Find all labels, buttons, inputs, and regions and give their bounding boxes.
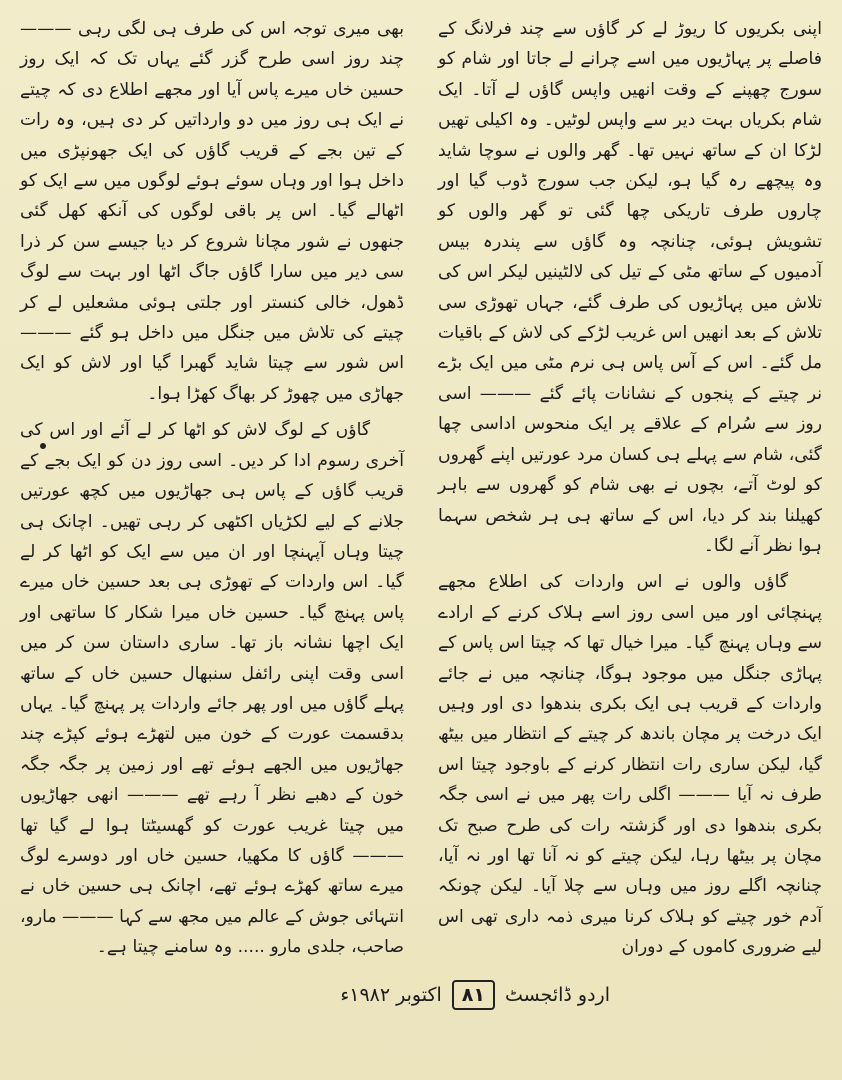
paragraph: بھی میری توجہ اس کی طرف ہی لگی رہی ——— چند روز اسی طرح گزر گئے یہاں تک کہ ایک روز حسین خاں میرے پاس آیا اور مجھے اطلاع دی کہ چیتے نے ایک ہی روز میں دو وارداتیں کر دی ہیں، وہ رات کے تین بجے کے قریب گاؤں کی ایک جھونپڑی میں داخل ہوا اور وہاں سوئے ہوئے لوگوں میں سے ایک کو اٹھالے گیا۔ اس پر باقی لوگوں کی آنکھ کھل گئی جنھوں نے شور مچانا شروع کر دیا جیسے سن کر ذرا سی دیر میں سارا گاؤں جاگ اٹھا اور بہت سے لوگ ڈھول، خالی کنستر اور جلتی ہوئی مشعلیں لے کر چیتے کی تلاش میں جنگل میں داخل ہو گئے ——— اس شور سے چیتا شاید گھبرا گیا اور لاش کو ایک جھاڑی میں چھوڑ کر بھاگ کھڑا ہوا۔ [20, 19, 404, 404]
column-divider [421, 20, 422, 955]
page-number: ۸۱ [452, 980, 495, 1010]
footer-magazine-name: اردو ڈائجسٹ [504, 984, 610, 1006]
left-text-column [20, 14, 404, 969]
paragraph: گاؤں کے لوگ لاش کو اٹھا کر لے آئے اور اس کی آخری رسوم ادا کر دیں۔ اسی روز دن کو ایک بجے کے قریب گاؤں کے پاس ہی جھاڑیوں میں کچھ عورتیں جلانے کے لیے لکڑیاں اکٹھی کر رہی تھیں۔ اچانک ہی چیتا وہاں آپہنچا اور ان میں سے ایک کو اٹھا کر لے گیا۔ اس واردات کے تھوڑی ہی بعد حسین خاں میرے پاس پہنچ گیا۔ حسین خاں میرا شکار کا ساتھی اور ایک اچھا نشانہ باز تھا۔ ساری داستان سن کر میں اسی وقت اپنی رائفل سنبھال حسین خاں کے ساتھ پہلے گاؤں میں اور پھر جائے واردات پر پہنچ گیا۔ یہاں بدقسمت عورت کے خون میں لتھڑے ہوئے کپڑے چند جھاڑیوں میں الجھے ہوئے تھے اور زمین پر جگہ جگہ خون کے دھبے نظر آ رہے تھے ——— انھی جھاڑیوں میں چیتا غریب عورت کو گھسیٹتا ہوا لے گیا تھا ——— گاؤں کا مکھیا، حسین خاں اور دوسرے لوگ میرے ساتھ کھڑے ہوئے تھے، اچانک ہی حسین خاں نے انتہائی جوش کے عالم میں مجھ سے کہا ——— مارو، صاحب، جلدی مارو ..... وہ سامنے چیتا ہے۔ [20, 420, 404, 958]
paragraph: گاؤں والوں نے اس واردات کی اطلاع مجھے پہنچائی اور میں اسی روز اسے ہلاک کرنے کے ارادے سے وہاں پہنچ گیا۔ میرا خیال تھا کہ چیتا اس پاس کے پہاڑی جنگل میں موجود ہوگا، چنانچہ میں نے جائے واردات کے قریب ہی ایک بکری بندھوا دی اور وہیں ایک درخت پر مچان باندھ کر چیتے کے انتظار میں بیٹھ گیا، لیکن ساری رات انتظار کرنے کے باوجود چیتا اس طرف نہ آیا ——— اگلی رات پھر میں نے اسی جگہ بکری بندھوا دی اور گزشتہ رات کی طرح صبح تک مچان پر بیٹھا رہا، لیکن چیتے کو نہ آنا تھا اور نہ آیا، چنانچہ اگلے روز میں وہاں سے چلا آیا۔ لیکن چونکہ آدم خور چیتے کو ہلاک کرنا میری ذمہ داری تھی اس لیے ضروری کاموں کے دوران [438, 572, 822, 958]
page-footer [270, 978, 610, 1012]
paragraph: اپنی بکریوں کا ریوڑ لے کر گاؤں سے چند فرلانگ کے فاصلے پر پہاڑیوں میں اسے چرانے لے جاتا اور شام کو سورج چھپنے کے وقت انھیں واپس گاؤں لے آتا۔ ایک شام بکریاں بہت دیر سے واپس لوٹیں۔ وہ اکیلی تھیں لڑکا ان کے ساتھ نہیں تھا۔ گھر والوں نے سوچا شاید وہ پیچھے رہ گیا ہو، لیکن جب سورج ڈوب گیا اور چاروں طرف تاریکی چھا گئی تو گھر والوں کو تشویش ہوئی، چنانچہ وہ گاؤں سے پندرہ بیس آدمیوں کے ساتھ مٹی کے تیل کی لالٹینیں لیکر اس کی تلاش میں پہاڑیوں کی طرف گئے، جہاں تھوڑی سی تلاش کے بعد انھیں اس غریب لڑکے کی لاش کے باقیات مل گئے۔ اس کے آس پاس ہی نرم مٹی میں ایک بڑے نر چیتے کے پنجوں کے نشانات پائے گئے ——— اسی روز سے سُرام کے علاقے پر ایک منحوس اداسی چھا گئی، شام سے پہلے ہی کسان مرد عورتیں اپنے گھروں کو لوٹ آتے، بچوں نے بھی شام کو گھروں سے باہر کھیلنا بند کر دیا، اس کے ساتھ ہی ہر شخص سہما ہوا نظر آنے لگا۔ [438, 19, 822, 556]
footer-issue-date: اکتوبر ۱۹۸۲ء [340, 984, 442, 1006]
ink-dot [40, 443, 46, 449]
right-text-column [438, 14, 822, 969]
